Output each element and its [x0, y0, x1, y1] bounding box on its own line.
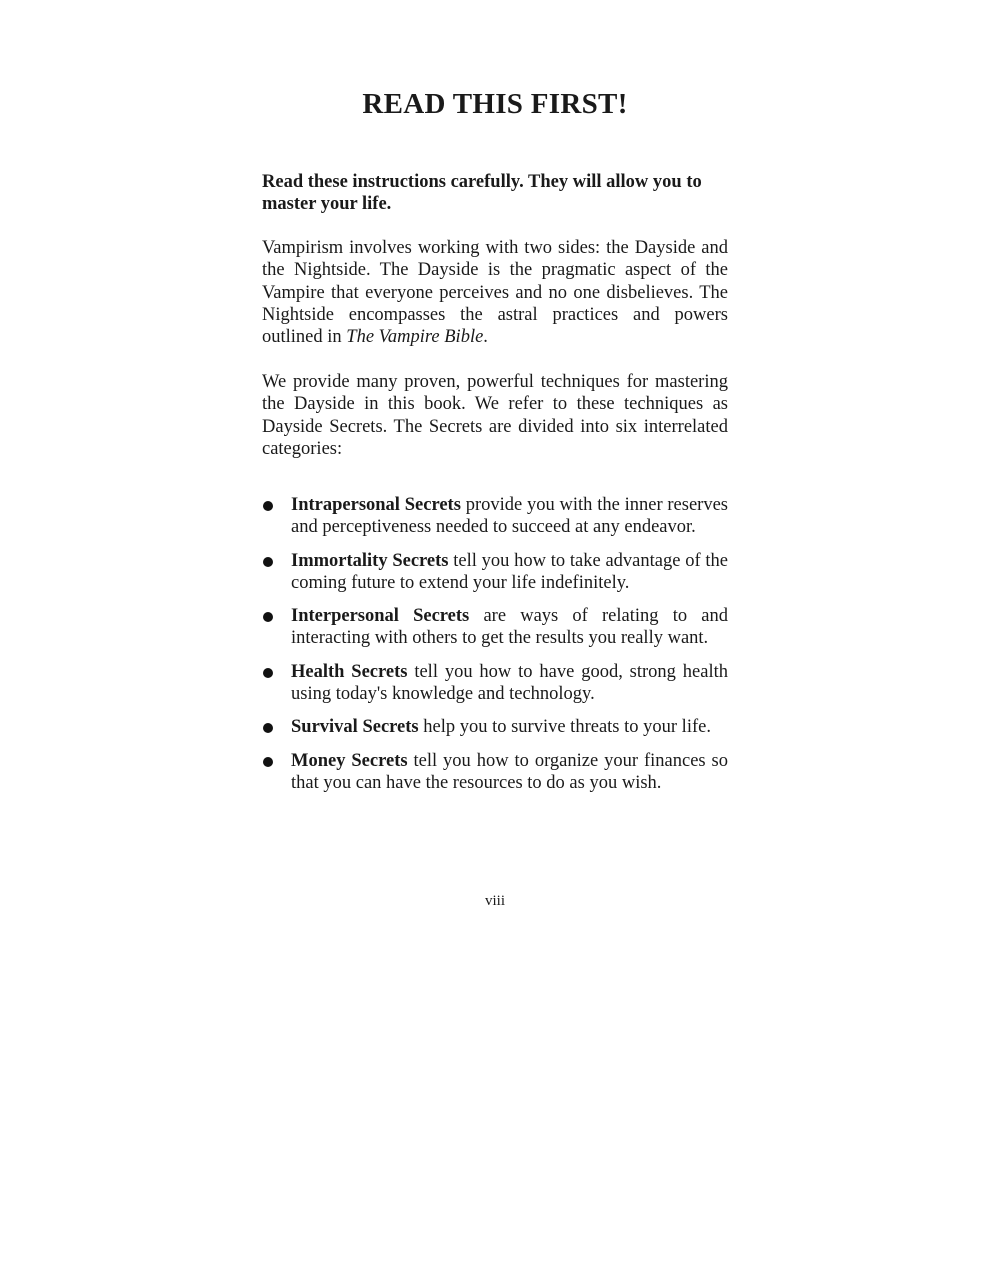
- secret-description: help you to survive threats to your life.: [418, 717, 711, 738]
- paragraph-vampirism-text: Vampirism involves working with two sides: the Dayside and the Nightside. The Dayside is the pragmatic aspect of the Vampire that everyone perceives and no one disbelieves. The Nightside encompasses the astral practices and powers outlined in: [262, 238, 728, 348]
- secret-description: tell you how to take advantage of the coming future to extend your life indefinitely.: [291, 550, 728, 593]
- secret-description: tell you how to have good, strong health using today's knowledge and technology.: [291, 661, 728, 705]
- paragraph-vampirism: [262, 237, 728, 348]
- secrets-list: [262, 494, 728, 805]
- secret-description: provide you with the inner reserves and perceptiveness needed to succeed at any endeavor.: [291, 495, 729, 538]
- bullet-icon: [263, 668, 273, 678]
- book-title: The Vampire Bible: [346, 327, 484, 348]
- paragraph-dayside-secrets: We provide many proven, powerful techniques for mastering the Dayside in this book. We refer to these techniques as Dayside Secrets. The Secrets are divided into six interrelated categories:: [262, 372, 728, 459]
- secret-description: are ways of relating to and interacting with others to get the results you really want.: [291, 606, 728, 649]
- bullet-icon: [263, 501, 273, 511]
- list-item: [262, 716, 728, 738]
- list-item: [262, 605, 728, 650]
- secret-name: Intrapersonal Secrets: [291, 495, 461, 515]
- secret-name: Interpersonal Secrets: [291, 606, 470, 627]
- secret-name: Survival Secrets: [291, 717, 419, 738]
- list-item: [262, 750, 728, 795]
- bullet-icon: [263, 723, 273, 733]
- paragraph-vampirism-end: .: [483, 327, 488, 348]
- secret-name: Money Secrets: [291, 750, 408, 771]
- page-number: viii: [484, 893, 505, 909]
- secret-description: tell you how to organize your finances so that you can have the resources to do as you wish.: [291, 750, 728, 793]
- bullet-icon: [263, 557, 273, 567]
- secret-name: Health Secrets: [291, 661, 408, 682]
- list-item: [262, 494, 728, 539]
- intro-instructions: Read these instructions carefully. They will allow you to master your life.: [262, 172, 702, 215]
- bullet-icon: [263, 612, 273, 622]
- list-item: [262, 661, 728, 706]
- list-item: [262, 550, 728, 595]
- page-title: READ THIS FIRST!: [362, 88, 628, 120]
- bullet-icon: [263, 757, 273, 767]
- secret-name: Immortality Secrets: [291, 550, 449, 571]
